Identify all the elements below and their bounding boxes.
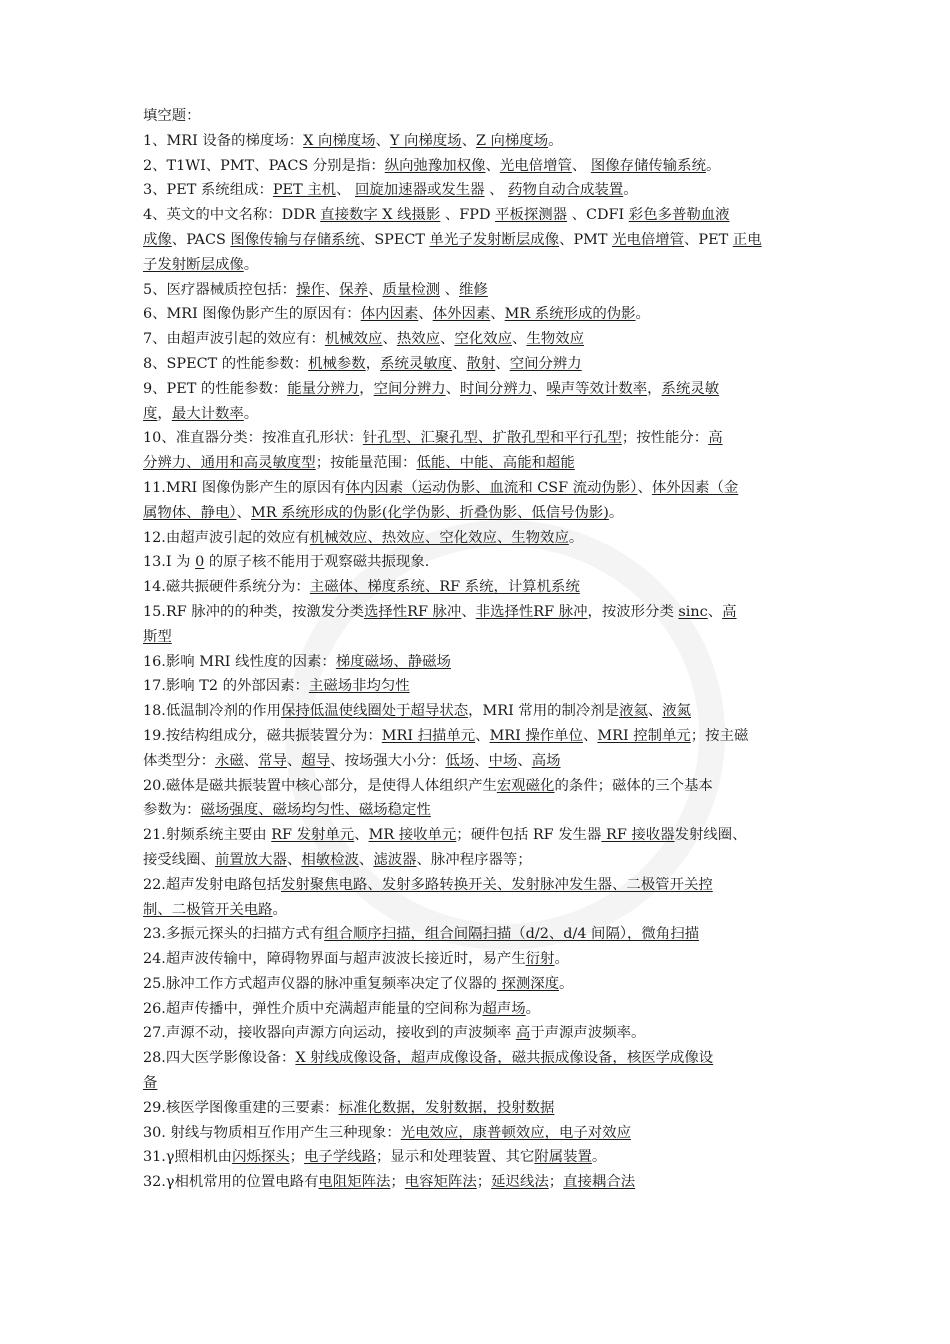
answer-text: 属物体、静电） — [143, 504, 237, 521]
question-item — [143, 154, 815, 179]
question-item — [143, 526, 815, 551]
question-item — [143, 650, 815, 675]
question-text: ； — [390, 1174, 405, 1191]
question-item — [143, 1021, 815, 1046]
question-text: ，按波形分类 — [587, 603, 679, 620]
answer-text: 最大计数率 — [171, 405, 244, 422]
question-item — [143, 997, 815, 1022]
question-text: 、PET — [684, 231, 733, 248]
answer-text: 标准化数据，发射数据，投射数据 — [338, 1099, 555, 1116]
answer-text: Y 向梯度场 — [389, 132, 462, 149]
answer-text: 非选择性RF 脉冲 — [475, 603, 588, 620]
question-text: 。 — [243, 405, 259, 422]
question-item — [143, 774, 815, 824]
answer-text: 备 — [143, 1075, 158, 1092]
answer-text: 生物效应 — [526, 331, 584, 348]
question-text: 、 — [461, 132, 476, 149]
question-text: 于声源声波频率。 — [530, 1025, 646, 1042]
answer-text: MR 接收单元 — [368, 827, 457, 844]
answer-text: RF 发射单元 — [271, 827, 355, 844]
answer-text: 维修 — [459, 281, 488, 298]
answer-text: RF 接收器 — [601, 827, 675, 844]
question-text: 28.四大医学影像设备： — [143, 1050, 296, 1067]
question-text: 、 — [324, 281, 340, 298]
answer-text: 液氮 — [662, 703, 692, 720]
question-line — [143, 1170, 815, 1195]
answer-text: 低场 — [445, 752, 475, 769]
question-text: 25.脉冲工作方式超声仪器的脉冲重复频率决定了仪器的 — [143, 975, 497, 992]
question-line — [143, 774, 815, 799]
answer-text: 直接耦合法 — [563, 1174, 636, 1191]
answer-text: 单光子发射断层成像 — [429, 231, 560, 248]
question-text: 。 — [591, 1149, 607, 1166]
question-text: 、CDFI — [567, 207, 629, 224]
question-text: 、 — [484, 182, 509, 199]
question-text: 32.γ相机常用的位置电路有 — [143, 1174, 319, 1191]
question-text: ；硬件包括 RF 发生器 — [456, 827, 602, 844]
question-text: 7、由超声波引起的效应有： — [143, 331, 325, 348]
answer-text: 高 — [708, 430, 723, 447]
answer-text: 电子学线路 — [304, 1149, 377, 1166]
answer-text: MR 系统形成的伪影(化学伪影、折叠伪影、低信号伪影) — [250, 504, 609, 521]
question-line — [143, 402, 815, 427]
question-text: 。 — [568, 529, 584, 546]
question-text: 、 — [440, 281, 460, 298]
answer-text: 宏观磁化 — [496, 777, 555, 794]
question-line — [143, 873, 815, 898]
answer-text: 质量检测 — [382, 281, 441, 298]
question-text: ， — [365, 355, 381, 372]
answer-text: 电容矩阵法 — [404, 1174, 477, 1191]
question-item — [143, 922, 815, 947]
answer-text: 平板探测器 — [495, 207, 568, 224]
question-text: 9、PET 的性能参数： — [143, 380, 288, 397]
answer-text: 探测深度 — [496, 975, 560, 992]
question-line — [143, 426, 815, 451]
question-item — [143, 947, 815, 972]
question-text: ，MRI 常用的制冷剂是 — [468, 703, 620, 720]
question-text: 、 — [368, 281, 383, 298]
answer-text: 电阻矩阵法 — [318, 1174, 391, 1191]
answer-text: 空间分辨力 — [373, 380, 446, 397]
question-item — [143, 823, 815, 873]
answer-text: 延迟线法 — [491, 1174, 549, 1191]
question-item — [143, 1145, 815, 1170]
question-text: 、 — [236, 504, 251, 521]
question-text: 、 — [474, 752, 489, 769]
question-text: 11.MRI 图像伪影产生的原因有 — [143, 479, 346, 496]
question-text: ； — [476, 1174, 492, 1191]
answer-text: MRI 控制单元 — [597, 727, 691, 744]
answer-text: MRI 操作单位 — [489, 727, 583, 744]
question-item — [143, 972, 815, 997]
question-text: ； — [289, 1149, 305, 1166]
answer-text: 0 — [195, 554, 205, 571]
question-line — [143, 203, 815, 228]
answer-text: 光电倍增管 — [499, 157, 572, 174]
answer-text: 高场 — [531, 752, 561, 769]
question-text: 。 — [548, 132, 563, 149]
question-text: 12.由超声波引起的效应有 — [143, 529, 310, 546]
answer-text: 光电倍增管 — [612, 231, 685, 248]
question-text: 1、MRI 设备的梯度场： — [143, 132, 304, 149]
question-text: 31.γ照相机由 — [143, 1149, 233, 1166]
question-text: 、 — [375, 132, 390, 149]
question-text: 、 — [243, 752, 259, 769]
answer-text: 系统灵敏度 — [380, 355, 453, 372]
question-line — [143, 129, 815, 154]
question-item — [143, 178, 815, 203]
question-text: 。 — [623, 182, 638, 199]
question-line — [143, 922, 815, 947]
section-title: 填空题： — [143, 108, 201, 124]
question-line — [143, 650, 815, 675]
answer-text: 纵向弛豫加权像 — [384, 157, 486, 174]
answer-text: MRI 扫描单元 — [381, 727, 476, 744]
answer-text: 液氦 — [619, 703, 648, 720]
question-text: 、 — [286, 752, 302, 769]
question-line — [143, 997, 815, 1022]
answer-text: 时间分辨力 — [460, 380, 532, 397]
answer-text: 机械效应、热效应、空化效应、生物效应 — [309, 529, 569, 546]
question-text: 、FPD — [440, 207, 496, 224]
question-line — [143, 575, 815, 600]
question-line — [143, 377, 815, 402]
answer-text: 附属装置 — [534, 1149, 592, 1166]
answer-text: 闪烁探头 — [232, 1149, 290, 1166]
question-text: 、 — [445, 380, 461, 397]
question-list — [143, 129, 815, 1195]
question-text: ；显示和处理装置、其它 — [376, 1149, 535, 1166]
answer-text: 中场 — [488, 752, 518, 769]
answer-text: 空化效应 — [454, 331, 513, 348]
answer-text: 高 — [515, 1025, 531, 1042]
answer-text: 低能、中能、高能和超能 — [416, 455, 575, 472]
question-text: 、SPECT — [359, 231, 430, 248]
question-line — [143, 625, 815, 650]
answer-text: 光电效应，康普顿效应，电子对效应 — [400, 1124, 631, 1141]
question-text: ； — [548, 1174, 564, 1191]
question-text: 15.RF 脉冲的的种类，按激发分类 — [143, 603, 364, 620]
question-item — [143, 302, 815, 327]
answer-text: 子发射断层成像 — [143, 256, 244, 273]
question-item — [143, 426, 815, 476]
question-line — [143, 848, 815, 873]
question-text: 、脉冲程序器等； — [416, 851, 532, 868]
answer-text: 噪声等效计数率 — [546, 380, 648, 397]
question-text: 10、准直器分类：按准直孔形状： — [143, 430, 363, 447]
answer-text: 斯型 — [143, 628, 172, 645]
answer-text: 直接数字 X 线摄影 — [320, 207, 441, 224]
answer-text: 散射 — [466, 355, 496, 372]
question-line — [143, 749, 815, 774]
question-item — [143, 575, 815, 600]
question-text: 、 — [512, 331, 527, 348]
answer-text: 衍射 — [525, 951, 555, 968]
question-text: ， — [359, 380, 374, 397]
question-line — [143, 1096, 815, 1121]
question-text: 、 — [358, 851, 374, 868]
answer-text: 前置放大器 — [214, 851, 287, 868]
question-line — [143, 154, 815, 179]
answer-text: 主磁场非均匀性 — [308, 678, 410, 695]
question-item — [143, 550, 815, 575]
question-text: 、 — [495, 355, 510, 372]
question-text: 、 — [452, 355, 467, 372]
question-text: 、 — [354, 827, 369, 844]
answer-text: 空间分辨力 — [509, 355, 582, 372]
question-text: 4、英文的中文名称：DDR — [143, 207, 321, 224]
answer-text: 系统灵敏 — [661, 380, 720, 397]
answer-text: 体外因素 — [432, 306, 491, 323]
question-item — [143, 1170, 815, 1195]
question-text: 2、T1WI、PMT、PACS 分别是指： — [143, 157, 385, 174]
question-line — [143, 178, 815, 203]
answer-text: 热效应 — [396, 331, 441, 348]
question-text: 、 — [336, 182, 355, 199]
question-text: 、 — [707, 603, 723, 620]
answer-text: X 射线成像设备，超声成像设备，磁共振成像设备，核医学成像设 — [295, 1050, 714, 1067]
question-text: 5、医疗器械质控包括： — [143, 281, 297, 298]
answer-text: 主磁体、梯度系统、RF 系统，计算机系统 — [309, 579, 580, 596]
question-text: 22.超声发射电路包括 — [143, 876, 282, 893]
answer-text: 度 — [143, 405, 158, 422]
question-text: ， — [157, 405, 172, 422]
question-line — [143, 947, 815, 972]
question-line — [143, 526, 815, 551]
answer-text: 成像 — [143, 231, 172, 248]
answer-text: 体内因素（运动伪影、血流和 CSF 流动伪影） — [345, 479, 638, 496]
question-text: 6、MRI 图像伪影产生的原因有： — [143, 306, 361, 323]
question-item — [143, 352, 815, 377]
question-text: ；按主磁 — [690, 727, 749, 744]
question-item — [143, 1096, 815, 1121]
question-item — [143, 724, 815, 774]
answer-text: 发射聚焦电路、发射多路转换开关、发射脉冲发生器、二极管开关控 — [281, 876, 713, 893]
answer-text: 正电 — [732, 231, 762, 248]
answer-text: 图像存储传输系统 — [590, 157, 706, 174]
answer-text: 操作 — [296, 281, 325, 298]
answer-text: 机械参数 — [308, 355, 366, 372]
question-text: 。 — [608, 504, 624, 521]
question-text: 14.磁共振硬件系统分为： — [143, 579, 310, 596]
answer-text: sinc — [678, 603, 708, 620]
answer-text: 药物自动合成装置 — [508, 182, 624, 199]
question-text: 20.磁体是磁共振装置中核心部分，是使得人体组织产生 — [143, 777, 497, 794]
question-item — [143, 1121, 815, 1146]
question-text: 29.核医学图像重建的三要素： — [143, 1099, 339, 1116]
question-line — [143, 352, 815, 377]
answer-text: 常导 — [258, 752, 287, 769]
question-line — [143, 1071, 815, 1096]
question-text: 。 — [243, 256, 259, 273]
answer-text: 保持低温使线圈处于超导状态 — [281, 703, 469, 720]
question-text: 3、PET 系统组成： — [143, 182, 273, 199]
question-text: 27.声源不动，接收器向声源方向运动，接收到的声波频率 — [143, 1025, 516, 1042]
answer-text: 体内因素 — [360, 306, 419, 323]
question-text: 、 — [485, 157, 500, 174]
question-line — [143, 823, 815, 848]
question-text: 、 — [461, 603, 476, 620]
question-item — [143, 600, 815, 650]
question-text: 发射线圈、 — [674, 827, 747, 844]
answer-text: 超声场 — [482, 1000, 526, 1017]
question-text: 18.低温制冷剂的作用 — [143, 703, 282, 720]
question-text: 、 — [382, 331, 397, 348]
question-text: 23.多振元探头的扫描方式有 — [143, 926, 325, 943]
question-text: 24.超声波传输中，障碍物界面与超声波波长接近时，易产生 — [143, 951, 526, 968]
answer-text: 彩色多普勒血液 — [628, 207, 730, 224]
question-text: 、 — [418, 306, 433, 323]
question-text: 19.按结构组成分，磁共振装置分为： — [143, 727, 382, 744]
answer-text: X 向梯度场 — [303, 132, 376, 149]
question-line — [143, 798, 815, 823]
question-line — [143, 550, 815, 575]
answer-text: 图像传输与存储系统 — [230, 231, 360, 248]
question-text: 的条件；磁体的三个基本 — [554, 777, 713, 794]
answer-text: 超导 — [301, 752, 331, 769]
question-text: 、 — [286, 851, 302, 868]
answer-text: 机械效应 — [324, 331, 383, 348]
answer-text: 回旋加速器或发生器 — [355, 182, 485, 199]
question-item — [143, 129, 815, 154]
question-item — [143, 1046, 815, 1096]
question-text: 13.I 为 — [143, 554, 196, 571]
question-text: 。 — [635, 306, 650, 323]
question-line — [143, 1021, 815, 1046]
question-line — [143, 451, 815, 476]
question-line — [143, 600, 815, 625]
question-line — [143, 674, 815, 699]
answer-text: 梯度磁场、静磁场 — [335, 653, 451, 670]
question-line — [143, 302, 815, 327]
question-text: 。 — [525, 1000, 541, 1017]
answer-text: 组合顺序扫描，组合间隔扫描（d/2、d/4 间隔），微角扫描 — [324, 926, 699, 943]
question-line — [143, 228, 815, 253]
question-item — [143, 476, 815, 526]
question-item — [143, 278, 815, 303]
question-line — [143, 278, 815, 303]
question-item — [143, 377, 815, 427]
question-text: 、PACS — [171, 231, 231, 248]
answer-text: 针孔型、汇聚孔型、扩散孔型和平行孔型 — [362, 430, 622, 447]
question-line — [143, 898, 815, 923]
question-text: ；按性能分： — [621, 430, 709, 447]
question-text: 、 — [582, 727, 598, 744]
question-text: 、 — [440, 331, 455, 348]
question-text: 、PMT — [559, 231, 613, 248]
question-line — [143, 1145, 815, 1170]
answer-text: 相敏检波 — [301, 851, 359, 868]
answer-text: 能量分辨力 — [287, 380, 360, 397]
question-text: 8、SPECT 的性能参数： — [143, 355, 309, 372]
question-text: 、 — [571, 157, 591, 174]
question-text: 30. 射线与物质相互作用产生三种现象： — [143, 1124, 401, 1141]
answer-text: 永磁 — [214, 752, 244, 769]
question-line — [143, 1121, 815, 1146]
question-text: 21.射频系统主要由 — [143, 827, 272, 844]
question-line — [143, 501, 815, 526]
question-line — [143, 972, 815, 997]
question-text: 、 — [475, 727, 490, 744]
answer-text: 制、二极管开关电路 — [143, 901, 273, 918]
answer-text: 磁场强度、磁场均匀性、磁场稳定性 — [200, 802, 431, 819]
question-text: 参数为： — [143, 802, 201, 819]
question-text: 。 — [559, 975, 574, 992]
question-text: 、按场强大小分： — [330, 752, 446, 769]
question-text: 。 — [705, 157, 721, 174]
question-line — [143, 327, 815, 352]
answer-text: 保养 — [339, 281, 369, 298]
question-item — [143, 327, 815, 352]
question-text: 接受线圈、 — [143, 851, 215, 868]
document-body — [143, 104, 815, 1195]
question-line — [143, 253, 815, 278]
question-text: 的原子核不能用于观察磁共振现象. — [204, 554, 430, 571]
answer-text: PET 主机 — [272, 182, 337, 199]
question-item — [143, 699, 815, 724]
question-item — [143, 674, 815, 699]
question-text: ， — [647, 380, 662, 397]
question-text: 、 — [637, 479, 652, 496]
answer-text: 体外因素（金 — [651, 479, 739, 496]
question-text: 16.影响 MRI 线性度的因素： — [143, 653, 336, 670]
answer-text: 选择性RF 脉冲 — [363, 603, 462, 620]
question-text: 、 — [647, 703, 663, 720]
question-text: 17.影响 T2 的外部因素： — [143, 678, 309, 695]
question-text: 、 — [517, 752, 532, 769]
question-item — [143, 203, 815, 277]
question-text: ；按能量范围： — [315, 455, 417, 472]
question-text: 。 — [272, 901, 287, 918]
question-line — [143, 699, 815, 724]
question-line — [143, 476, 815, 501]
answer-text: Z 向梯度场 — [475, 132, 549, 149]
question-text: 。 — [554, 951, 569, 968]
answer-text: 高 — [722, 603, 737, 620]
answer-text: 分辨力、通用和高灵敏度型 — [143, 455, 316, 472]
answer-text: 滤波器 — [373, 851, 417, 868]
question-item — [143, 873, 815, 923]
question-line — [143, 1046, 815, 1071]
question-text: 26.超声传播中，弹性介质中充满超声能量的空间称为 — [143, 1000, 483, 1017]
answer-text: MR 系统形成的伪影 — [504, 306, 636, 323]
question-text: 体类型分： — [143, 752, 215, 769]
question-line — [143, 724, 815, 749]
question-text: 、 — [490, 306, 505, 323]
question-text: 、 — [531, 380, 547, 397]
